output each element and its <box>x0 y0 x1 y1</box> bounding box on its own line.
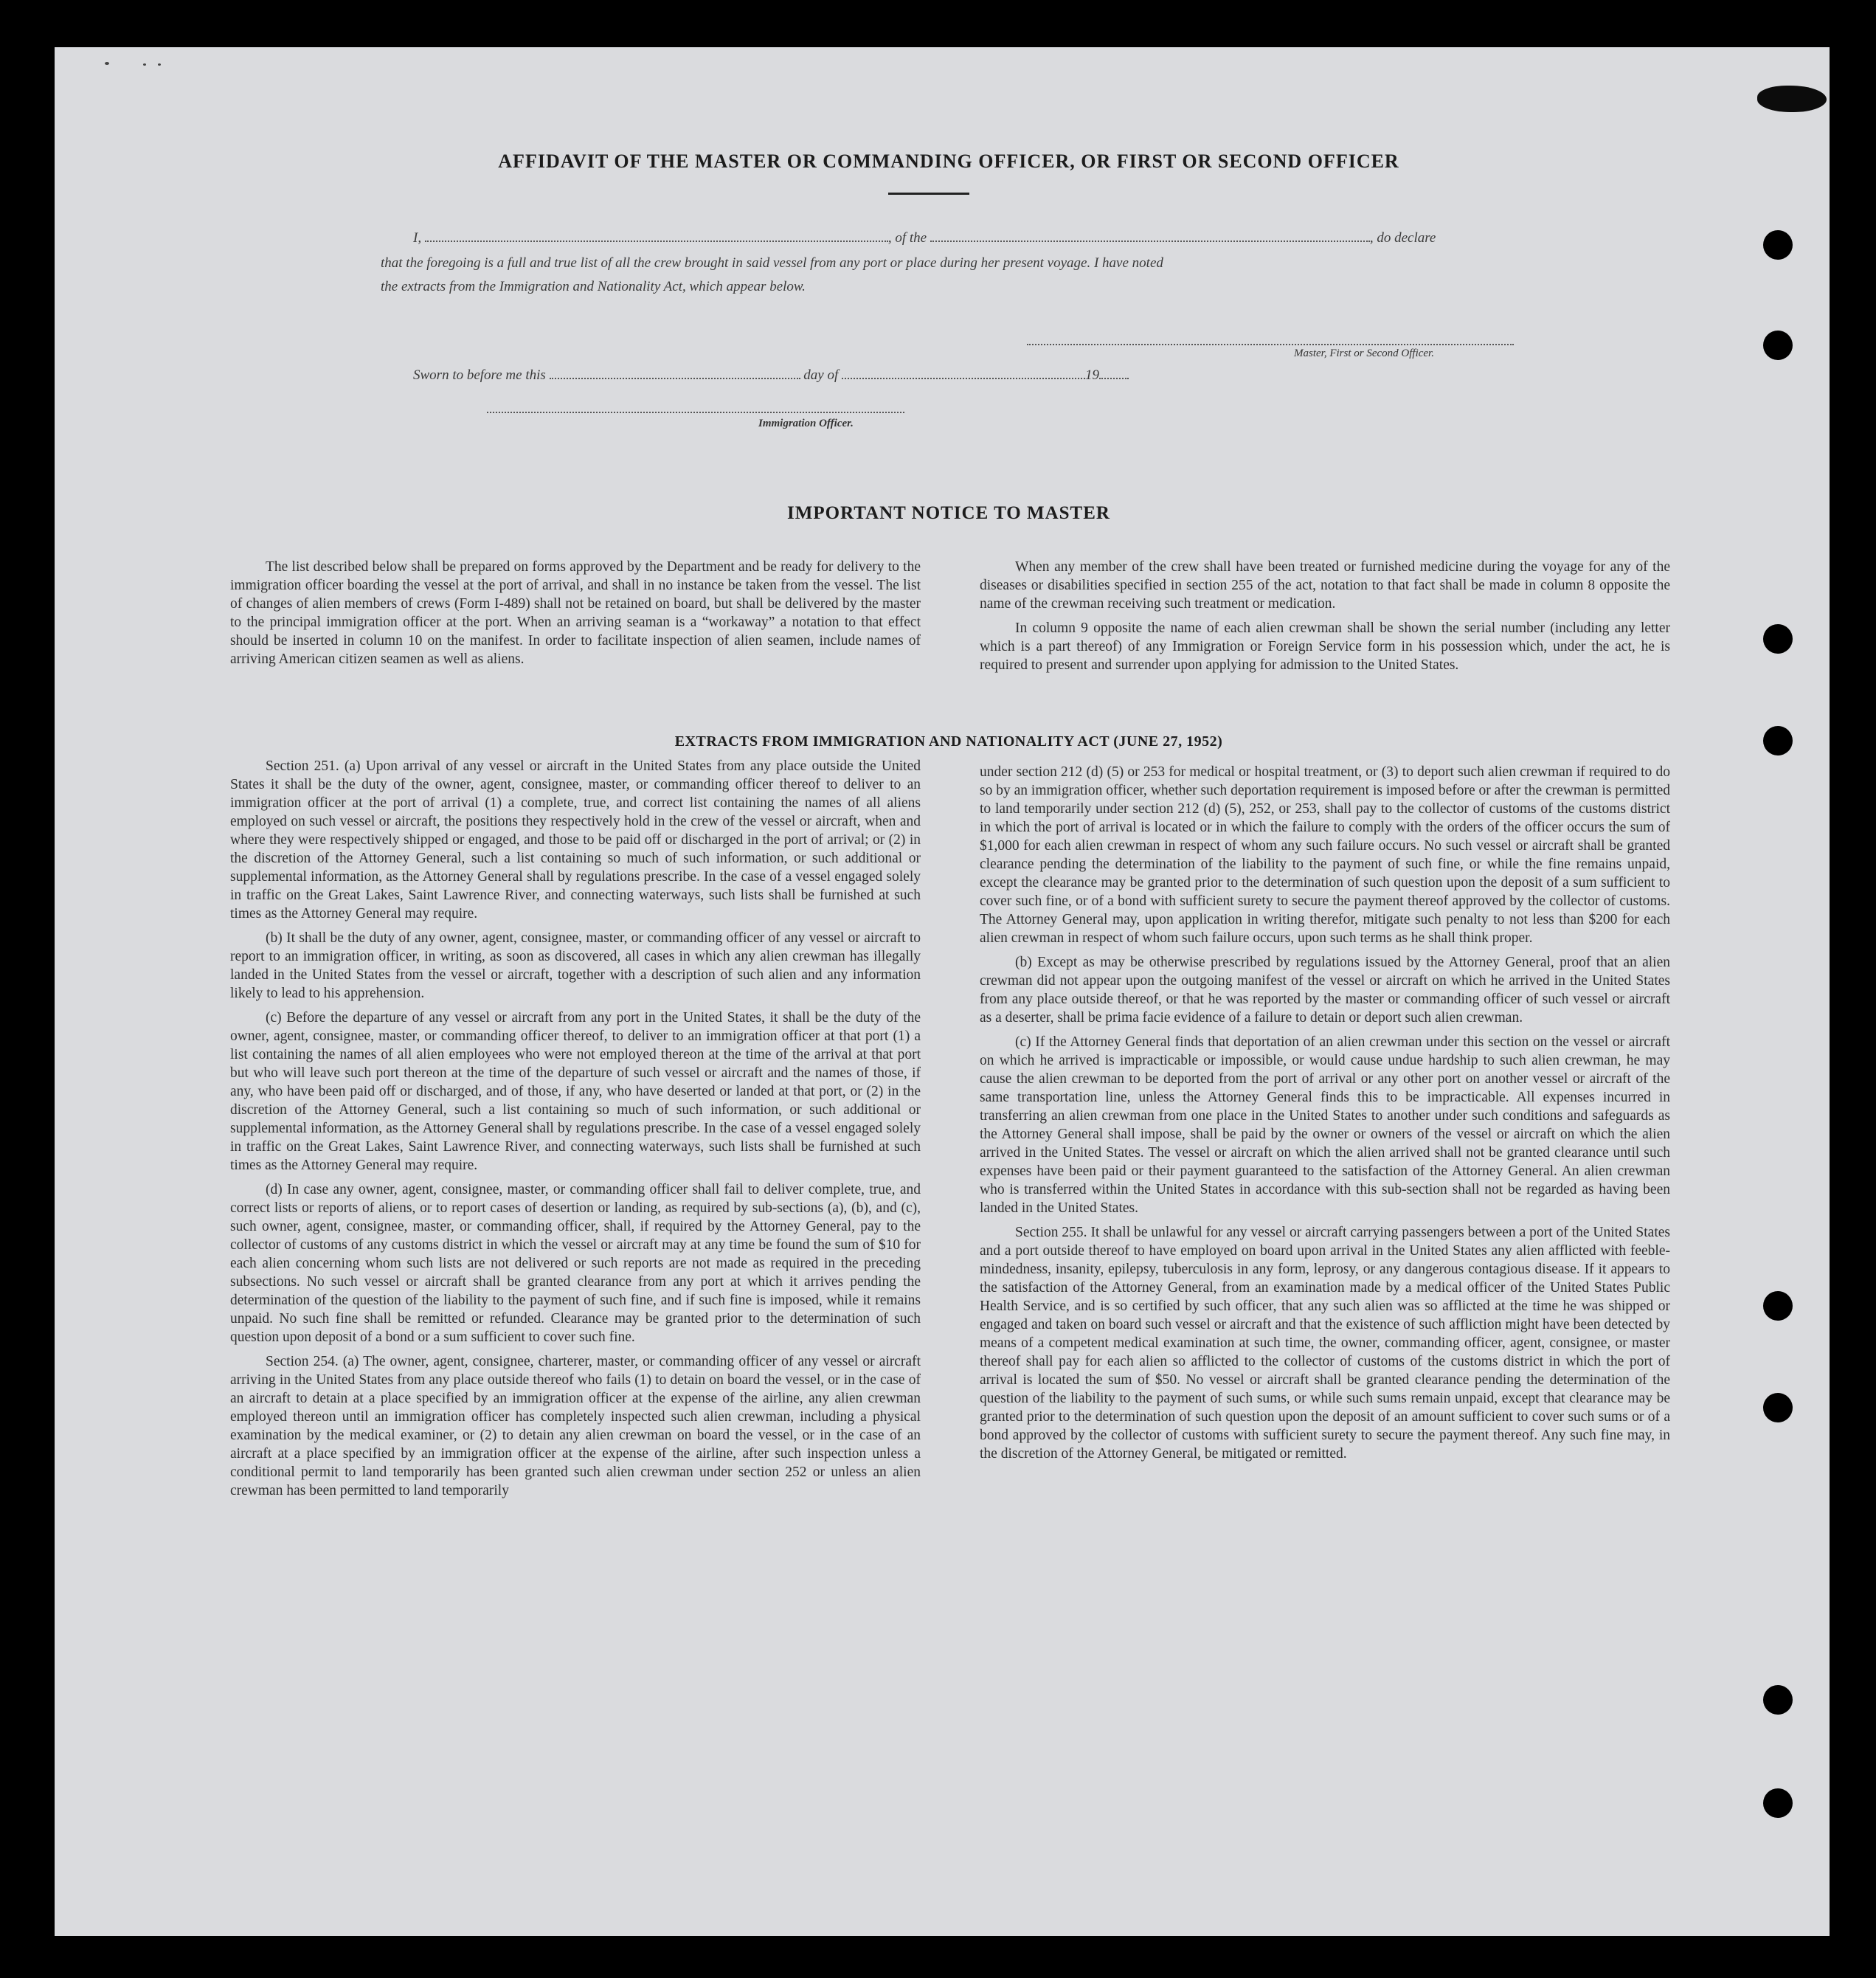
sworn-day-field[interactable] <box>550 366 800 379</box>
extract-paragraph: (b) Except as may be otherwise prescribed by regulations issued by the Attorney General, proof that an alien crewman did not appear upon the outgoing manifest of the vessel or aircraft on which he arrived in the United States from any place outside thereof, or that he was reported by the master or commanding officer of such vessel or aircraft as a deserter, shall be prima facie evidence of a failure to detain or deport such alien crewman. <box>980 955 1670 1026</box>
notice-right-column <box>980 558 1670 680</box>
punch-hole <box>1763 230 1793 260</box>
scan-speck <box>143 63 146 66</box>
punch-hole <box>1763 624 1793 654</box>
year-prefix: 19 <box>1085 367 1100 383</box>
extracts-title: EXTRACTS FROM IMMIGRATION AND NATIONALITY ACT (JUNE 27, 1952) <box>674 733 1223 750</box>
sworn-year-field[interactable] <box>1099 366 1129 379</box>
extract-paragraph: (c) If the Attorney General finds that deportation of an alien crewman under this section on the vessel or aircraft on which he arrived is impracticable or impossible, or would cause undue hardship to such alien crewman, he may cause the alien crewman to be deported from the port of arrival or any other port on another vessel or aircraft of the same transportation line, unless the Attorney General finds this to be impracticable. All expenses incurred in transferring an alien crewman from one place in the United States to another under such conditions and safeguards as the Attorney General shall impose, shall be paid by the owner or owners of the vessel or aircraft on which the alien arrived in the United States. The vessel or aircraft on which the alien arrived shall not be granted clearance until such expenses have been paid or their payment guaranteed to the satisfaction of the Attorney General. An alien crewman who is transferred within the United States in accordance with this sub-section shall not be regarded as having been landed in the United States. <box>980 1034 1670 1216</box>
extracts-right-column <box>980 763 1670 1469</box>
day-of-label: day of <box>803 367 839 383</box>
affidavit-title: AFFIDAVIT OF THE MASTER OR COMMANDING OFFICER, OR FIRST OR SECOND OFFICER <box>498 151 1399 172</box>
extract-paragraph: under section 212 (d) (5) or 253 for medical or hospital treatment, or (3) to deport such alien crewman if required to do so by an immigration officer, whether such deportation requirement is imposed before or after the crewman is permitted to land temporarily under section 212 (d) (5), 252, or 253, shall pay to the collector of customs of the customs district in which the port of arrival is located or in which the failure to comply with the orders of the officer occurs the sum of $1,000 for each alien crewman in respect of whom any such failure occurs. No such vessel or aircraft shall be granted clearance pending the determination of the liability to the payment of such fine, or while the fine remains unpaid, except the clearance may be granted prior to the determination of such question upon the deposit of a sum sufficient to cover such fine, or of a bond with sufficient surety to secure the payment thereof approved by the collector of customs. The Attorney General may, upon application in writing therefor, mitigate such penalty to not less than $200 for each alien crewman in respect of whom such failure occurs, upon such terms as he shall think proper. <box>980 764 1670 946</box>
extract-paragraph: Section 251. (a) Upon arrival of any vessel or aircraft in the United States from any place outside the United States it shall be the duty of the owner, agent, consignee, master, or commanding officer thereof to deliver to an immigration officer at the port of arrival (1) a complete, true, and correct list containing the names of all aliens employed on such vessel or aircraft, the positions they respectively hold in the crew of the vessel or aircraft, when and where they were respectively shipped or engaged, and those to be paid off or discharged in the port of arrival; or (2) in the discretion of the Attorney General, such a list containing so much of such information, or such additional or supplemental information, as the Attorney General shall by regulations prescribe. In the case of a vessel engaged solely in traffic on the Great Lakes, Saint Lawrence River, and connecting waterways, such lists shall be furnished at such times as the Attorney General may require. <box>230 758 921 921</box>
title-rule <box>888 193 969 195</box>
declare-label: , do declare <box>1369 230 1436 246</box>
sworn-label: Sworn to before me this <box>413 367 546 383</box>
master-caption: Master, First or Second Officer. <box>1294 347 1434 359</box>
extract-paragraph: (b) It shall be the duty of any owner, agent, consignee, master, or commanding officer of any vessel or aircraft to report to an immigration officer, in writing, as soon as discovered, all cases in which any alien crewman has illegally landed in the United States from the vessel or aircraft, together with a description of such alien and any information likely to lead to his apprehension. <box>230 930 921 1001</box>
scan-speck <box>105 62 109 65</box>
scan-speck <box>158 63 161 66</box>
declarant-label: I, <box>413 230 422 246</box>
notice-left-column <box>230 558 921 674</box>
master-signature-line[interactable] <box>1027 344 1514 345</box>
punch-hole <box>1763 1685 1793 1715</box>
sworn-line <box>413 366 1129 384</box>
notice-paragraph: When any member of the crew shall have been treated or furnished medicine during the voyage for any of the diseases or disabilities specified in section 255 of the act, notation to that fact shall be made in column 8 opposite the name of the crewman receiving such treatment or medication. <box>980 559 1670 612</box>
ink-blot <box>1757 86 1827 112</box>
extracts-left-column <box>230 757 921 1506</box>
punch-hole <box>1763 1788 1793 1818</box>
sworn-month-field[interactable] <box>842 366 1085 379</box>
officer-signature-line[interactable] <box>487 412 904 413</box>
extract-paragraph: Section 255. It shall be unlawful for any vessel or aircraft carrying passengers between a port of the United States and a port outside thereof to have employed on board upon arrival in the United States any alien afflicted with feeble-mindedness, insanity, epilepsy, tuberculosis in any form, leprosy, or any dangerous contagious disease. If it appears to the satisfaction of the Attorney General, from an examination made by a medical officer of the United States Public Health Service, and is so certified by such officer, that any such alien was so afflicted at the time he was shipped or engaged and taken on board such vessel or aircraft and that the existence of such affliction might have been detected by means of a competent medical examination at such time, the owner, commanding officer, agent, consignee, or master thereof shall pay for each alien so afflicted to the collector of customs of the customs district in which the port of arrival is located the sum of $50. No vessel or aircraft shall be granted clearance pending the determination of the question of the liability to the payment of such sums, or while such sums remain unpaid, except that clearance may be granted prior to the determination of such question upon the deposit of an amount sufficient to cover such sums or of a bond approved by the collector of customs with sufficient surety to secure the payment thereof. Any such fine may, in the discretion of the Attorney General, be mitigated or remitted. <box>980 1225 1670 1462</box>
declaration-line-2: that the foregoing is a full and true list of all the crew brought in said vessel from any port or place during her present voyage. I have noted <box>381 255 1163 271</box>
extract-paragraph: (d) In case any owner, agent, consignee, master, or commanding officer shall fail to deliver complete, true, and correct lists or reports of aliens, or to report cases of desertion or landing, as required by sub-sections (a), (b), and (c), such owner, agent, consignee, master, or commanding officer, shall, if required by the Attorney General, pay to the collector of customs of any customs district in which the vessel or aircraft may at any time be found the sum of $10 for each alien concerning whom such lists are not delivered or such reports are not made as required in the preceding subsections. No such vessel or aircraft shall be granted clearance from any port at which it arrives pending the determination of the question of the liability to the payment of such fine, and if such fine is imposed, while it remains unpaid. No such fine shall be remitted or refunded. Clearance may be granted prior to the determination of such question upon deposit of a bond or a sum sufficient to cover such fine. <box>230 1182 921 1345</box>
officer-caption: Immigration Officer. <box>758 418 854 429</box>
notice-paragraph: In column 9 opposite the name of each alien crewman shall be shown the serial number (including any letter which is a part thereof) of any Immigration or Foreign Service form in his possession which, under the act, he is required to present and surrender upon applying for admission to the United States. <box>980 620 1670 673</box>
notice-title: IMPORTANT NOTICE TO MASTER <box>787 503 1110 523</box>
extract-paragraph: Section 254. (a) The owner, agent, consignee, charterer, master, or commanding officer of any vessel or aircraft arriving in the United States from any place outside thereof who fails (1) to detain on board the vessel, or in the case of an aircraft to detain at a place specified by an immigration officer at the expense of the airline, any alien crewman employed thereon until an immigration officer has completely inspected such alien crewman, including a physical examination by the medical examiner, or (2) to detain any alien crewman on board the vessel, or in the case of an aircraft at a place specified by an immigration officer at the expense of the airline, after such inspection unless a conditional permit to land temporarily has been granted such alien crewman under section 252 or unless an alien crewman has been permitted to land temporarily <box>230 1354 921 1498</box>
punch-hole <box>1763 1393 1793 1422</box>
declarant-name-field[interactable] <box>425 229 888 242</box>
punch-hole <box>1763 331 1793 360</box>
declaration-line-3: the extracts from the Immigration and Nationality Act, which appear below. <box>381 279 806 294</box>
vessel-name-field[interactable] <box>930 229 1370 242</box>
vessel-label: , of the <box>887 230 927 246</box>
extract-paragraph: (c) Before the departure of any vessel or aircraft from any port in the United States, it shall be the duty of the owner, agent, consignee, master, or commanding officer thereof, to deliver to an immigration officer at that port (1) a list containing the names of all alien employees who were not employed thereon at the time of the arrival at that port but who will leave such port thereon at the time of the departure of such vessel or aircraft and the names of those, if any, who have been paid off or discharged, and of those, if any, who have deserted or landed at that port, or (2) in the discretion of the Attorney General, such a list containing so much of such information, or such additional or supplemental information, as the Attorney General shall by regulations prescribe. In the case of a vessel engaged solely in traffic on the Great Lakes, Saint Lawrence River, and connecting waterways, such lists shall be furnished at such times as the Attorney General may require. <box>230 1010 921 1173</box>
document-page <box>55 47 1830 1936</box>
punch-hole <box>1763 1291 1793 1321</box>
declaration-line-1 <box>413 229 1436 246</box>
notice-paragraph: The list described below shall be prepared on forms approved by the Department and be ready for delivery to the immigration officer boarding the vessel at the port of arrival, and shall in no instance be taken from the vessel. The list of changes of alien members of crews (Form I-489) shall not be retained on board, but shall be delivered by the master to the principal immigration officer at the port. When an arriving seaman is a “workaway” a notation to that effect should be inserted in column 10 on the manifest. In order to facilitate inspection of alien seamen, include names of arriving American citizen seamen as well as aliens. <box>230 559 921 667</box>
